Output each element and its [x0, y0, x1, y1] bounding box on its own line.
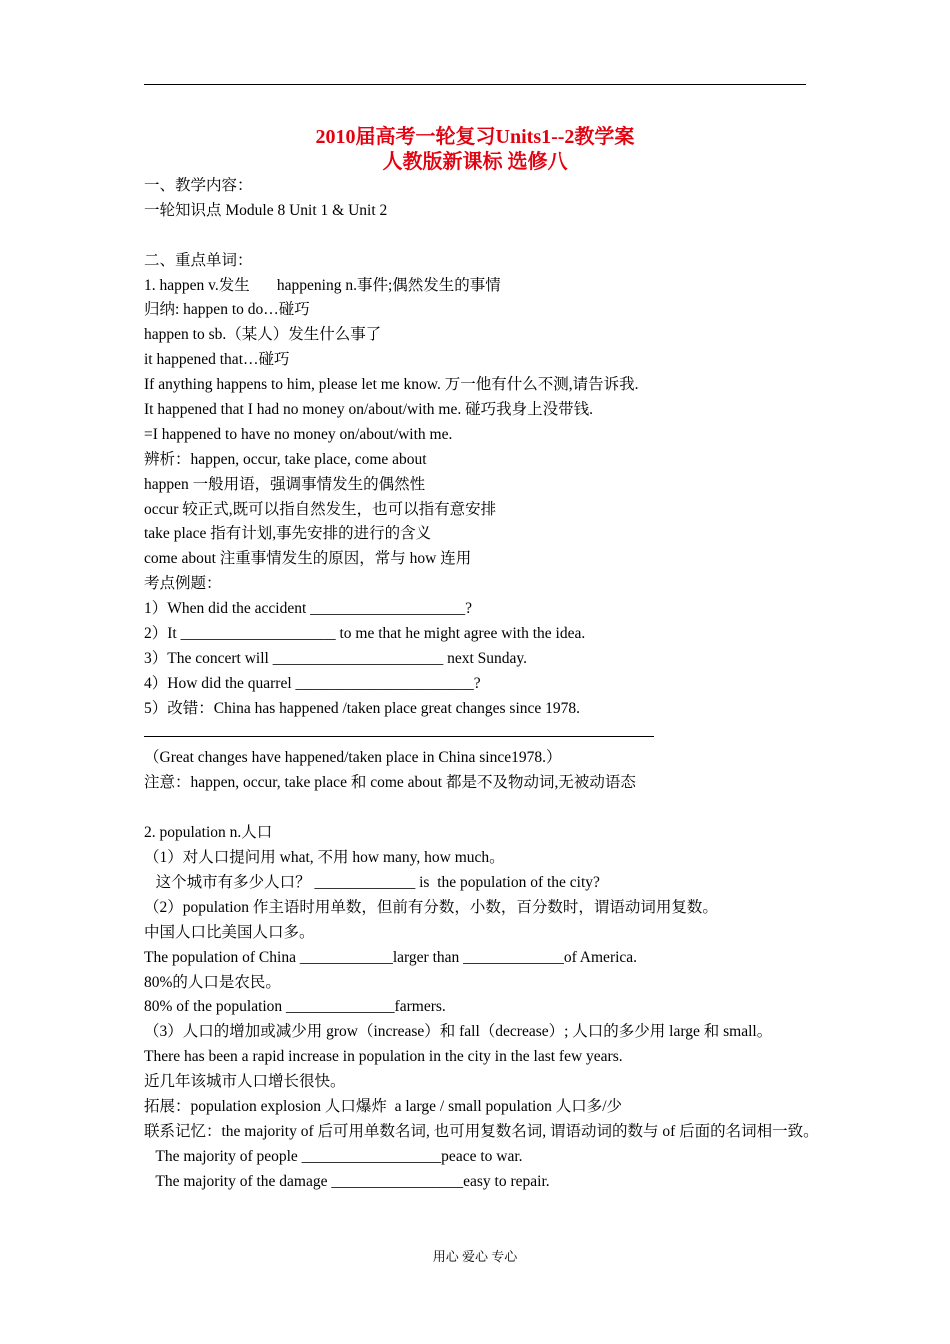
text-line: 3）The concert will ______________________ next Sunday. — [144, 649, 527, 667]
text-line: 80% of the population ______________farmers. — [144, 998, 446, 1016]
text-line: occur 较正式,既可以指自然发生，也可以指有意安排 — [144, 500, 497, 518]
text-line: 80%的人口是农民。 — [144, 973, 281, 991]
text-line: take place 指有计划,事先安排的进行的含义 — [144, 525, 432, 543]
text-line: 考点例题： — [144, 575, 222, 593]
text-line: It happened that I had no money on/about/with me. 碰巧我身上没带钱. — [144, 401, 593, 419]
text-line: 1）When did the accident ____________________? — [144, 600, 473, 618]
text-line: If anything happens to him, please let me know. 万一他有什么不测,请告诉我. — [144, 376, 639, 394]
text-line: 归纳: happen to do…碰巧 — [144, 301, 310, 319]
document-body — [144, 174, 819, 1195]
text-line: 拓展：population explosion 人口爆炸 a large / small population 人口多/少 — [144, 1097, 623, 1115]
blank-line — [144, 224, 808, 249]
answer-underline — [144, 722, 654, 737]
text-line: （2）population 作主语时用单数，但前有分数，小数，百分数时，谓语动词用复数。 — [144, 898, 718, 916]
text-line: 1. happen v.发生 happening n.事件;偶然发生的事情 — [144, 276, 501, 294]
text-line: 近几年该城市人口增长很快。 — [144, 1073, 346, 1091]
text-line: 4）How did the quarrel _______________________? — [144, 674, 481, 692]
text-line: The majority of the damage _________________easy to repair. — [144, 1172, 550, 1190]
text-line: （Great changes have happened/taken place in China since1978.） — [144, 749, 562, 767]
text-line: =I happened to have no money on/about/with me. — [144, 425, 453, 443]
text-line: happen 一般用语，强调事情发生的偶然性 — [144, 475, 426, 493]
text-line: 注意：happen, occur, take place 和 come about 都是不及物动词,无被动语态 — [144, 774, 636, 792]
answer-blank-line — [144, 722, 808, 747]
text-line: 2）It ____________________ to me that he might agree with the idea. — [144, 625, 586, 643]
text-line: 一轮知识点 Module 8 Unit 1 & Unit 2 — [144, 201, 388, 219]
text-line: 中国人口比美国人口多。 — [144, 923, 315, 941]
text-line: 一、教学内容： — [144, 177, 253, 194]
text-line: 联系记忆：the majority of 后可用单数名词, 也可用复数名词, 谓语动词的数与 of 后面的名词相一致。 — [144, 1122, 819, 1140]
text-line: 5）改错：China has happened /taken place great changes since 1978. — [144, 699, 581, 717]
text-line: 这个城市有多少人口？ _____________ is the population of the city? — [144, 873, 600, 891]
blank-line — [144, 796, 808, 821]
page-footer: 用心 爱心 专心 — [432, 1249, 518, 1264]
text-line: come about 注重事情发生的原因，常与 how 连用 — [144, 550, 472, 568]
document-title: 2010届高考一轮复习Units1--2教学案 — [315, 126, 635, 148]
document-subtitle: 人教版新课标 选修八 — [382, 151, 568, 173]
text-line: There has been a rapid increase in population in the city in the last few years. — [144, 1048, 623, 1066]
text-line: The population of China ____________larger than _____________of America. — [144, 948, 638, 966]
text-line: 2. population n.人口 — [144, 824, 273, 842]
text-line: 二、重点单词： — [144, 251, 253, 269]
text-line: The majority of people __________________peace to war. — [144, 1147, 523, 1165]
text-line: 辨析：happen, occur, take place, come about — [144, 450, 427, 468]
text-line: （3）人口的增加或减少用 grow（increase）和 fall（decrease）; 人口的多少用 large 和 small。 — [144, 1023, 773, 1041]
text-line: it happened that…碰巧 — [144, 351, 290, 369]
text-line: （1）对人口提问用 what, 不用 how many, how much。 — [144, 849, 505, 867]
text-line: happen to sb.（某人）发生什么事了 — [144, 326, 382, 344]
header-rule — [144, 84, 806, 85]
